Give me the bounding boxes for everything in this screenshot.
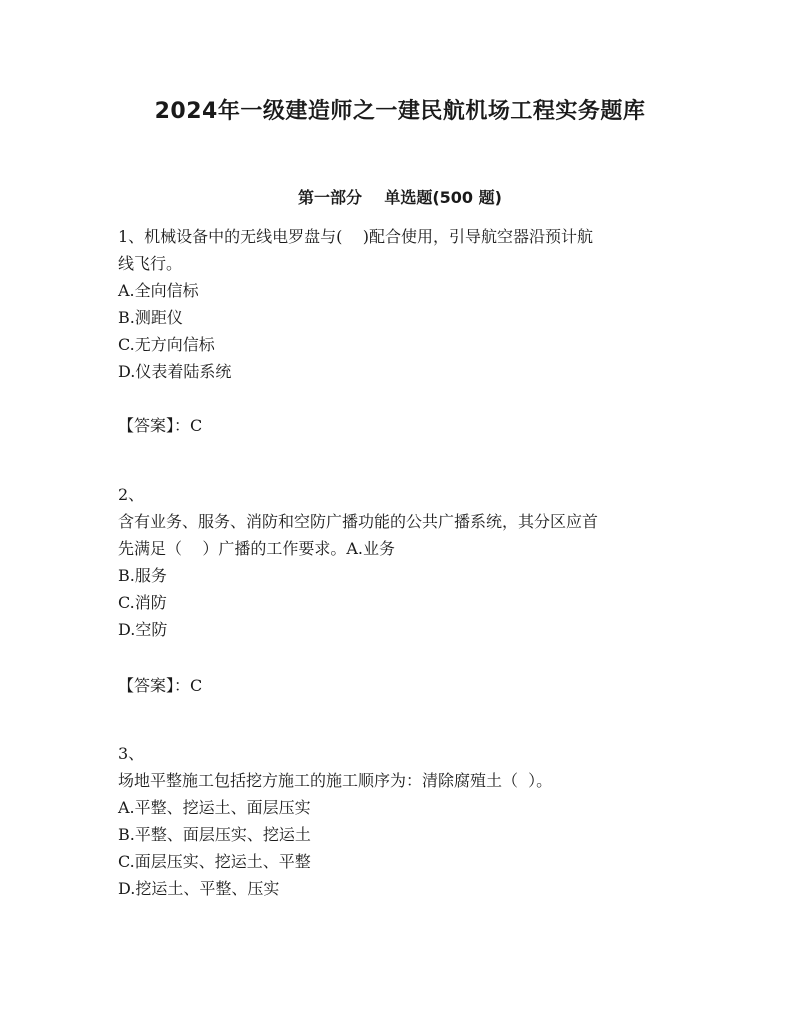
option-b: B.平整、面层压实、挖运土 [118, 825, 311, 844]
question-stem-line: 线飞行。 [118, 254, 183, 273]
option-a: A.平整、挖运土、面层压实 [118, 798, 311, 817]
option-b: B.测距仪 [118, 308, 183, 327]
option-c: C.无方向信标 [118, 335, 215, 354]
question-stem-line: 场地平整施工包括挖方施工的施工顺序为：清除腐殖土（ ）。 [118, 771, 553, 790]
question-number: 2、 [118, 485, 145, 504]
option-d: D.仪表着陆系统 [118, 362, 232, 381]
answer-line: 【答案】：C [118, 676, 203, 695]
option-d: D.空防 [118, 620, 168, 639]
option-d: D.挖运土、平整、压实 [118, 879, 280, 898]
option-c: C.消防 [118, 593, 167, 612]
question-stem-line: 1、机械设备中的无线电罗盘与( )配合使用，引导航空器沿预计航 [118, 227, 594, 246]
question-stem-line: 含有业务、服务、消防和空防广播功能的公共广播系统，其分区应首 [118, 512, 599, 531]
question-stem-line: 先满足（ ）广播的工作要求。A.业务 [118, 539, 395, 558]
document-title: 2024年一级建造师之一建民航机场工程实务题库 [154, 99, 646, 124]
question-number: 3、 [118, 744, 145, 763]
section-title: 第一部分 单选题(500 题) [298, 188, 502, 207]
option-a: A.全向信标 [118, 281, 199, 300]
option-c: C.面层压实、挖运土、平整 [118, 852, 311, 871]
option-b: B.服务 [118, 566, 167, 585]
answer-line: 【答案】：C [118, 416, 203, 435]
